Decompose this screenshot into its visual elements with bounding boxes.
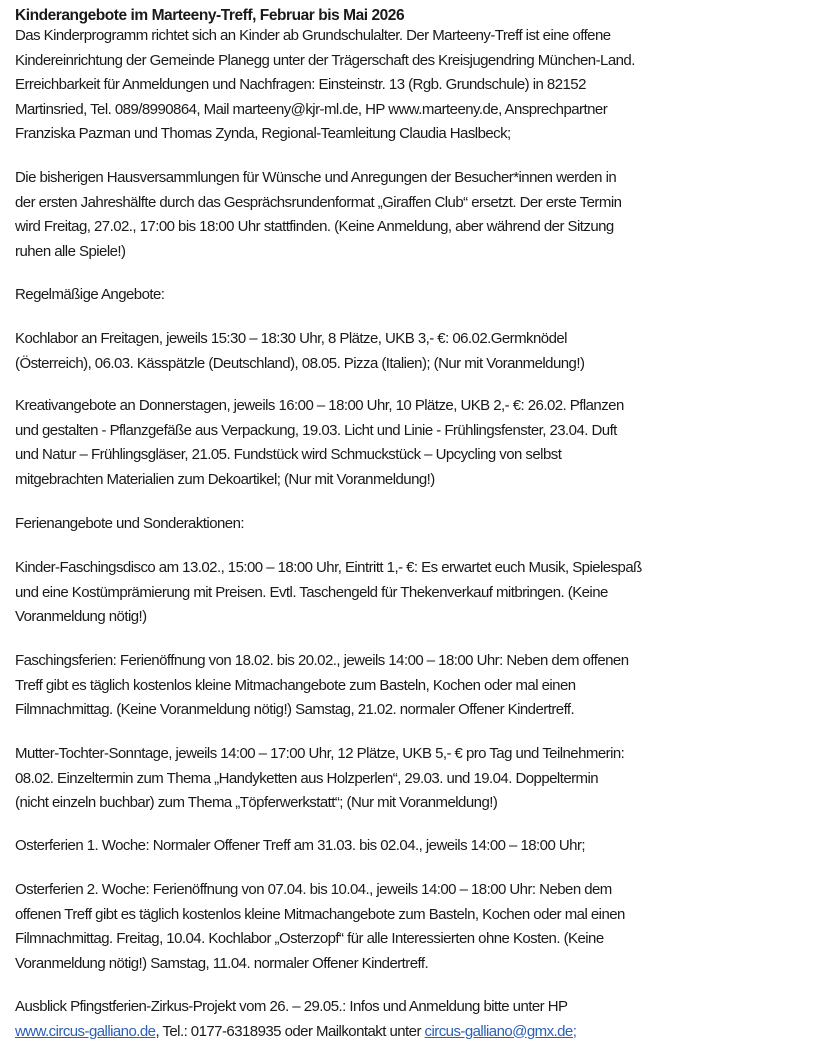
- paragraph-kreativangebote: [15, 394, 624, 492]
- section-heading: Regelmäßige Angebote:: [15, 286, 165, 303]
- text-line: 08.02. Einzeltermin zum Thema „Handyketten aus Holzperlen“, 29.03. und 19.04. Doppeltermin: [15, 769, 599, 787]
- section-heading: Ferienangebote und Sonderaktionen:: [15, 515, 244, 532]
- paragraph-intro: [15, 24, 635, 147]
- paragraph-giraffen-club: [15, 166, 621, 264]
- text-line: Das Kinderprogramm richtet sich an Kinder ab Grundschulalter. Der Marteeny-Treff ist eine offene: [15, 27, 611, 44]
- text-line: Treff gibt es täglich kostenlos kleine Mitmachangebote zum Basteln, Kochen oder mal einen: [15, 676, 576, 694]
- text-line: Filmnachmittag. Freitag, 10.04. Kochlabor „Osterzopf“ für alle Interessierten ohne Kosten. (Keine: [15, 930, 604, 947]
- text-line: Kindereinrichtung der Gemeinde Planegg unter der Trägerschaft des Kreisjugendring München-Land.: [15, 51, 635, 69]
- text-line: der ersten Jahreshälfte durch das Gesprächsrundenformat „Giraffen Club“ ersetzt. Der erste Termin: [15, 193, 622, 211]
- paragraph-osterferien-1: [15, 834, 585, 859]
- text-line: Kochlabor an Freitagen, jeweils 15:30 – 18:30 Uhr, 8 Plätze, UKB 3,- €: 06.02.Germknödel: [15, 330, 567, 347]
- section-heading-holidays: [15, 512, 244, 537]
- email-link[interactable]: circus-galliano@gmx.de;: [424, 1022, 577, 1040]
- text-line: und eine Kostümprämierung mit Preisen. Evtl. Taschengeld für Thekenverkauf mitbringen. (Keine: [15, 583, 608, 601]
- text-line: (Österreich), 06.03. Kässpätzle (Deutschland), 08.05. Pizza (Italien); (Nur mit Voranmeldung!): [15, 354, 585, 372]
- website-link[interactable]: www.circus-galliano.de: [15, 1022, 156, 1040]
- paragraph-faschingsferien: [15, 649, 628, 723]
- text-line: Die bisherigen Hausversammlungen für Wünsche und Anregungen der Besucher*innen werden in: [15, 169, 617, 186]
- contact-text: , Tel.: 0177-6318935 oder Mailkontakt unter: [155, 1022, 425, 1040]
- paragraph-faschingsdisco: [15, 556, 642, 630]
- text-line: und gestalten - Pflanzgefäße aus Verpackung, 19.03. Licht und Linie - Frühlingsfenster, 23.04. Duft: [15, 421, 617, 439]
- text-line: (nicht einzeln buchbar) zum Thema „Töpferwerkstatt“; (Nur mit Voranmeldung!): [15, 794, 498, 811]
- text-line: Franziska Pazman und Thomas Zynda, Regional-Teamleitung Claudia Haslbeck;: [15, 125, 511, 142]
- text-line: Osterferien 1. Woche: Normaler Offener Treff am 31.03. bis 02.04., jeweils 14:00 – 18:00 Uhr;: [15, 837, 586, 854]
- text-line: wird Freitag, 27.02., 17:00 bis 18:00 Uhr stattfinden. (Keine Anmeldung, aber während der Sitzung: [15, 218, 614, 235]
- paragraph-mutter-tochter: [15, 742, 624, 816]
- paragraph-kochlabor: [15, 327, 584, 376]
- paragraph-ausblick: [15, 995, 576, 1044]
- text-line: ruhen alle Spiele!): [15, 242, 126, 260]
- text-line: mitgebrachten Materialien zum Dekoartikel; (Nur mit Voranmeldung!): [15, 470, 435, 488]
- text-line: Erreichbarkeit für Anmeldungen und Nachfragen: Einsteinstr. 13 (Rgb. Grundschule) in 82152: [15, 76, 586, 93]
- text-line: Voranmeldung nötig!) Samstag, 11.04. normaler Offener Kindertreff.: [15, 954, 429, 972]
- text-line: Kinder-Faschingsdisco am 13.02., 15:00 – 18:00 Uhr, Eintritt 1,- €: Es erwartet euch Musik, Spielespaß: [15, 559, 642, 576]
- paragraph-osterferien-2: [15, 878, 625, 976]
- text-line: und Natur – Frühlingsgläser, 21.05. Fundstück wird Schmuckstück – Upcycling von selbst: [15, 446, 562, 463]
- text-line: Mutter-Tochter-Sonntage, jeweils 14:00 – 17:00 Uhr, 12 Plätze, UKB 5,- € pro Tag und Teilnehmerin:: [15, 745, 625, 762]
- text-line: Faschingsferien: Ferienöffnung von 18.02. bis 20.02., jeweils 14:00 – 18:00 Uhr: Neben dem offenen: [15, 652, 629, 669]
- text-line: Voranmeldung nötig!): [15, 608, 147, 625]
- text-line: Martinsried, Tel. 089/8990864, Mail marteeny@kjr-ml.de, HP www.marteeny.de, Ansprechpartner: [15, 100, 608, 118]
- contact-line: [15, 1020, 576, 1045]
- text-line: Filmnachmittag. (Keine Voranmeldung nötig!) Samstag, 21.02. normaler Offener Kindertreff.: [15, 701, 575, 718]
- document-title: Kinderangebote im Marteeny-Treff, Februar bis Mai 2026: [15, 7, 405, 24]
- text-line: Kreativangebote an Donnerstagen, jeweils 16:00 – 18:00 Uhr, 10 Plätze, UKB 2,- €: 26.02. Pflanzen: [15, 397, 624, 414]
- text-line: Osterferien 2. Woche: Ferienöffnung von 07.04. bis 10.04., jeweils 14:00 – 18:00 Uhr: Neben dem: [15, 881, 612, 898]
- text-line: Ausblick Pfingstferien-Zirkus-Projekt vom 26. – 29.05.: Infos und Anmeldung bitte unter HP: [15, 998, 568, 1015]
- text-line: offenen Treff gibt es täglich kostenlos kleine Mitmachangebote zum Basteln, Kochen oder mal einen: [15, 905, 625, 923]
- section-heading-regular: [15, 283, 164, 308]
